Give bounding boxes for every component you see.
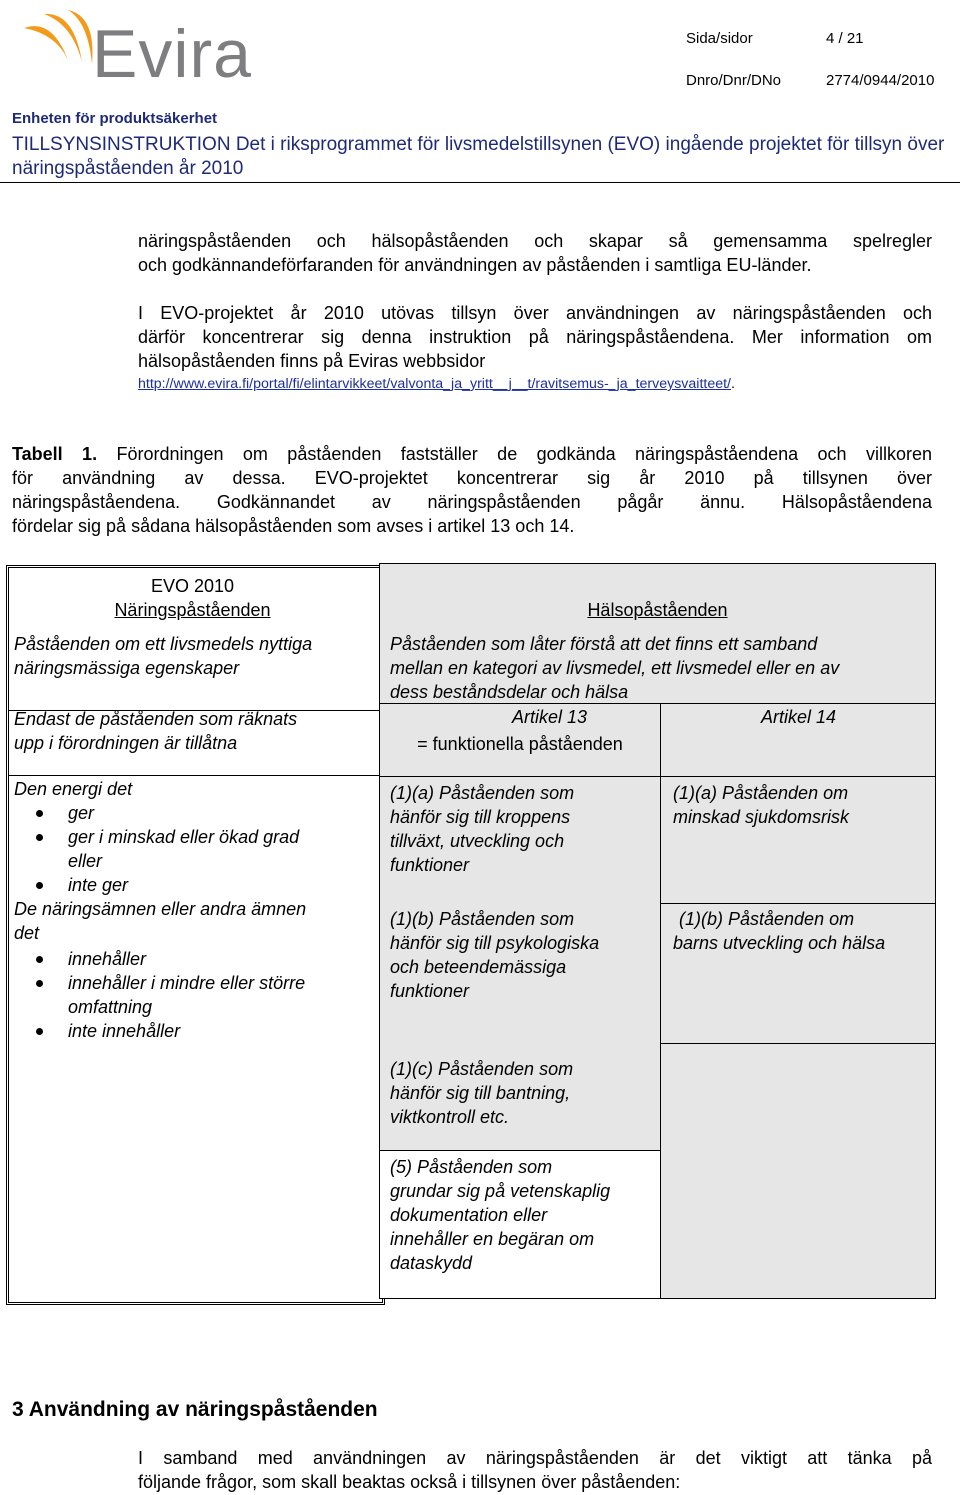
energy-intro: Den energi det: [14, 779, 133, 799]
text-line: upp i förordningen är tillåtna: [14, 733, 238, 753]
text-line: I EVO-projektet år 2010 utövas tillsyn över användningen av näringspåståenden och: [138, 303, 932, 323]
evira-link-line: [138, 376, 938, 392]
bullet-icon: [36, 1028, 43, 1035]
row-divider: [660, 903, 936, 904]
nutrient-list: [14, 947, 374, 1043]
text-line: I samband med användningen av näringspåståenden är det viktigt att tänka på: [138, 1448, 932, 1468]
text-line: och godkännandeförfaranden för användningen av påståenden i samtliga EU-länder.: [138, 255, 812, 275]
article-13-heading: Artikel 13: [511, 707, 588, 727]
bullet-icon: [36, 882, 43, 889]
intro-paragraph-2: [138, 301, 932, 373]
bullet-icon: [36, 980, 43, 987]
document-title: TILLSYNSINSTRUKTION Det i riksprogrammet för livsmedelstillsynen (EVO) ingående projektet för tillsyn över näringspåståenden år 2010: [12, 134, 945, 179]
logo-wordmark: Evira: [92, 16, 252, 92]
article-13-subheading: = funktionella påståenden: [417, 734, 623, 754]
article13-1c-cell: (1)(c) Påståenden som hänför sig till bantning, viktkontroll etc.: [390, 1059, 574, 1127]
text-line: dess beståndsdelar och hälsa: [390, 682, 629, 702]
evo-label: EVO 2010: [150, 576, 235, 596]
page-number: 4 / 21: [826, 30, 864, 47]
intro-paragraph-1: [138, 229, 932, 253]
text-line: näringspåståenden och hälsopåståenden och skapar så gemensamma spelregler: [138, 231, 932, 251]
bullet-icon: [36, 956, 43, 963]
table-label: Tabell 1.: [12, 444, 98, 464]
health-claims-definition: [390, 632, 930, 704]
caption-text: Förordningen om påståenden fastställer de godkända näringspåståendena och villkoren: [116, 444, 932, 464]
row-divider: [9, 775, 382, 776]
page-label: Sida/sidor: [686, 30, 753, 47]
caption-line-3: näringspåståendena. Godkännandet av näringspåståenden pågår ännu. Hälsopåståendena: [12, 492, 932, 512]
link-suffix: .: [731, 376, 735, 392]
table-caption: [12, 442, 932, 538]
dnro-label: Dnro/Dnr/DNo: [686, 72, 782, 89]
article14-1a-cell: (1)(a) Påståenden om minskad sjukdomsrisk: [673, 783, 850, 827]
health-claims-heading: Hälsopåståenden: [587, 600, 728, 620]
article13-5-cell: (5) Påståenden som grundar sig på vetenskaplig dokumentation eller innehåller en begäran om dataskydd: [390, 1157, 611, 1273]
row-divider: [660, 1043, 936, 1044]
caption-line-1: [12, 442, 932, 466]
caption-line-4: fördelar sig på sådana hälsopåståenden som avses i artikel 13 och 14.: [12, 516, 575, 536]
list-item: innehåller i mindre eller större omfattning: [14, 971, 374, 1019]
section-heading: 3 Användning av näringspåståenden: [12, 1398, 378, 1421]
list-item: inte ger: [14, 873, 374, 897]
caption-line-2: för användning av dessa. EVO-projektet koncentrerar sig år 2010 på tillsynen över: [12, 468, 932, 488]
text-line: hälsopåståenden finns på Eviras webbsidor: [138, 351, 486, 371]
energy-list: [14, 801, 374, 897]
list-item: innehåller: [14, 947, 374, 971]
list-item: ger: [14, 801, 374, 825]
section-paragraph: [138, 1446, 932, 1494]
text-line: mellan en kategori av livsmedel, ett livsmedel eller en av: [390, 658, 840, 678]
text-line: det: [14, 923, 40, 943]
row-divider: [379, 776, 936, 777]
nutrient-intro: [14, 897, 374, 945]
list-item: inte innehåller: [14, 1019, 374, 1043]
text-line: Påståenden om ett livsmedels nyttiga: [14, 634, 313, 654]
article-14-heading: Artikel 14: [760, 707, 837, 727]
bullet-icon: [36, 834, 43, 841]
text-line: följande frågor, som skall beaktas också i tillsynen över påståenden:: [138, 1472, 681, 1492]
text-line: näringsmässiga egenskaper: [14, 658, 240, 678]
energy-section: [14, 777, 374, 1043]
article14-1b-cell: (1)(b) Påståenden om barns utveckling och hälsa: [673, 909, 886, 953]
text-line: Påståenden som låter förstå att det finns ett samband: [390, 634, 818, 654]
organization-unit: Enheten för produktsäkerhet: [12, 110, 218, 127]
article13-1a-cell: (1)(a) Påståenden som hänför sig till kroppens tillväxt, utveckling och funktioner: [390, 783, 575, 875]
text-line: därför koncentrerar sig denna instruktion på näringspåståendena. Mer information om: [138, 327, 932, 347]
article13-1b-cell: (1)(b) Påståenden som hänför sig till psykologiska och beteendemässiga funktioner: [390, 909, 600, 1001]
header-divider: [0, 182, 960, 183]
dnro-number: 2774/0944/2010: [826, 72, 935, 89]
text-line: Endast de påståenden som räknats: [14, 709, 298, 729]
nutrition-claims-definition: [14, 632, 374, 680]
nutrition-claims-rule: [14, 707, 374, 755]
evira-health-claims-link[interactable]: http://www.evira.fi/portal/fi/elintarvikkeet/valvonta_ja_yritt__j__t/ravitsemus-_ja_terveysvaitteet/: [138, 376, 731, 392]
bullet-icon: [36, 810, 43, 817]
list-item: ger i minskad eller ökad grad eller: [14, 825, 374, 873]
text-line: De näringsämnen eller andra ämnen: [14, 899, 307, 919]
nutrition-claims-heading: Näringspåståenden: [114, 600, 271, 620]
intro-paragraph-1-end: [138, 253, 932, 277]
